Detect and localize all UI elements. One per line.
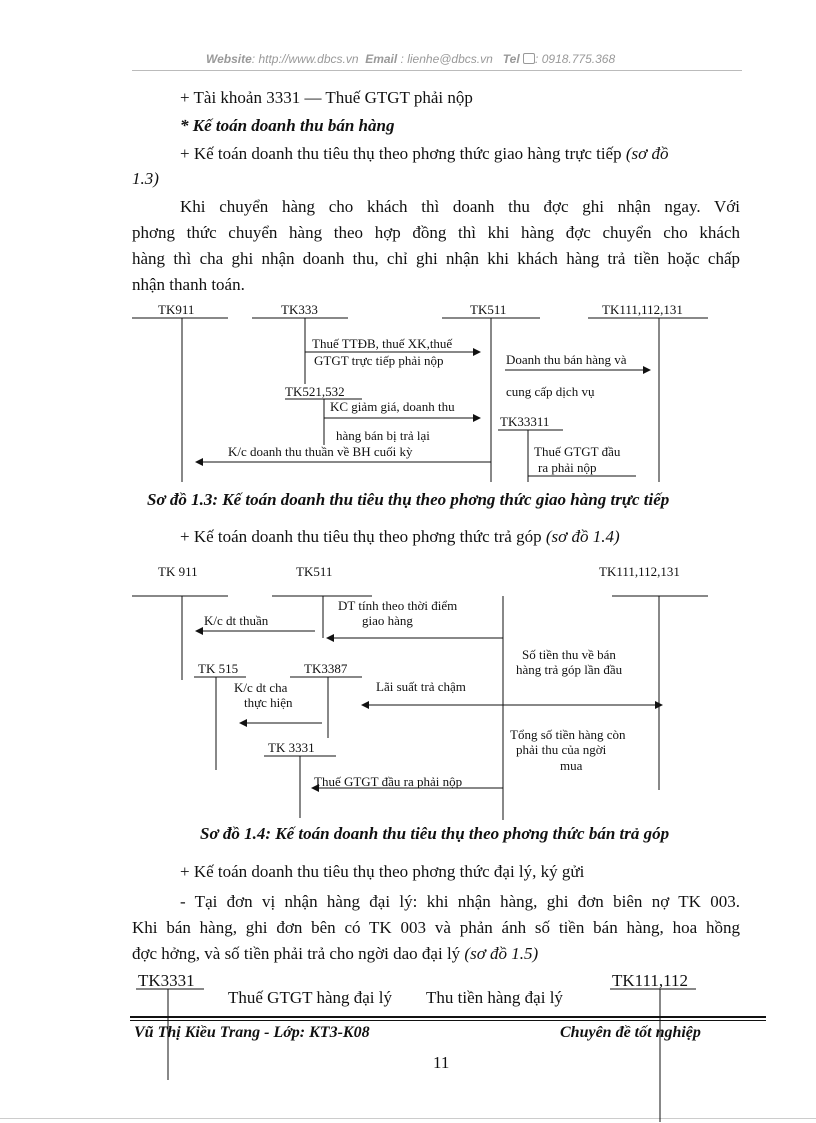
d13-account-tk511: TK511 bbox=[470, 302, 507, 317]
para-direct-sale-text: + Kế toán doanh thu tiêu thụ theo phơng thức giao hàng trực tiếp bbox=[180, 144, 622, 163]
d14-label-interest: Lãi suất trả chậm bbox=[376, 679, 466, 694]
d15-account-tk3331: TK3331 bbox=[138, 971, 195, 990]
d13-account-tk911: TK911 bbox=[158, 302, 195, 317]
d13-account-tk111: TK111,112,131 bbox=[602, 302, 683, 317]
d15-account-tk111: TK111,112 bbox=[612, 971, 689, 990]
para-agency: + Kế toán doanh thu tiêu thụ theo phơng thức đại lý, ký gửi bbox=[180, 862, 585, 881]
d14-label-first-2: hàng trả góp lần đầu bbox=[516, 662, 623, 677]
d14-account-tk111: TK111,112,131 bbox=[599, 564, 680, 579]
footer-title: Chuyên đề tốt nghiệp bbox=[560, 1024, 701, 1041]
para2-line1: Khi chuyển hàng cho khách thì doanh thu đợc ghi nhận ngay. Với bbox=[180, 197, 740, 216]
para-installment-ref: (sơ đồ 1.4) bbox=[545, 527, 620, 546]
website-label: Website bbox=[206, 52, 252, 66]
d14-label-kc-net: K/c dt thuần bbox=[204, 613, 269, 628]
para2-line2: phơng thức chuyển hàng theo hợp đồng thì khi hàng đợc chuyển cho khách bbox=[132, 223, 740, 242]
d13-label-revenue-2: cung cấp dịch vụ bbox=[506, 384, 595, 399]
d14-label-dt-2: giao hàng bbox=[362, 613, 413, 628]
website-value: : http://www.dbcs.vn bbox=[251, 52, 359, 66]
tel-value: : 0918.775.368 bbox=[535, 52, 616, 66]
d15-label-vat: Thuế GTGT hàng đại lý bbox=[228, 988, 392, 1007]
d14-account-tk911: TK 911 bbox=[158, 564, 198, 579]
d13-label-vat-1: Thuế GTGT đầu bbox=[534, 444, 621, 459]
d13-label-vat-2: ra phải nộp bbox=[538, 460, 597, 475]
heading-revenue: * Kế toán doanh thu bán hàng bbox=[180, 116, 395, 135]
caption-1-4: Sơ đồ 1.4: Kế toán doanh thu tiêu thụ theo phơng thức bán trả góp bbox=[200, 824, 670, 843]
email-value: : lienhe@dbcs.vn bbox=[400, 52, 493, 66]
line-tk3331: + Tài khoản 3331 — Thuế GTGT phải nộp bbox=[180, 88, 473, 107]
d14-label-total-2: phải thu của ngời bbox=[516, 742, 607, 757]
para-direct-sale-ref2: 1.3) bbox=[132, 169, 159, 188]
d13-account-tk333: TK333 bbox=[281, 302, 318, 317]
d14-account-tk3331: TK 3331 bbox=[268, 740, 315, 755]
para5-ref: (sơ đồ 1.5) bbox=[464, 944, 539, 963]
para-installment-text: + Kế toán doanh thu tiêu thụ theo phơng thức trả góp bbox=[180, 527, 542, 546]
d13-label-tax-2: GTGT trực tiếp phải nộp bbox=[314, 353, 444, 368]
para5-line1: - Tại đơn vị nhận hàng đại lý: khi nhận hàng, ghi đơn biên nợ TK 003. bbox=[180, 892, 740, 911]
d14-label-vat: Thuế GTGT đầu ra phải nộp bbox=[314, 774, 463, 789]
d14-label-dt-1: DT tính theo thời điểm bbox=[338, 598, 458, 613]
d13-label-kc-1: KC giảm giá, doanh thu bbox=[330, 399, 455, 414]
d13-account-tk33311: TK33311 bbox=[500, 414, 550, 429]
para2-line3: hàng thì cha ghi nhận doanh thu, chỉ ghi nhận khi khách hàng trả tiền hoặc chấp bbox=[132, 249, 740, 268]
d14-label-first-1: Số tiền thu về bán bbox=[522, 647, 616, 662]
page-number: 11 bbox=[433, 1053, 450, 1072]
d14-account-tk515: TK 515 bbox=[198, 661, 239, 676]
d13-label-tax-1: Thuế TTĐB, thuế XK,thuế bbox=[312, 336, 453, 351]
para2-line4: nhận thanh toán. bbox=[132, 275, 245, 294]
d14-account-tk3387: TK3387 bbox=[304, 661, 348, 676]
d14-label-unrealized-2: thực hiện bbox=[244, 695, 293, 710]
d13-label-kc-2: hàng bán bị trả lại bbox=[336, 428, 430, 443]
email-label: Email bbox=[365, 52, 398, 66]
caption-1-3: Sơ đồ 1.3: Kế toán doanh thu tiêu thụ theo phơng thức giao hàng trực tiếp bbox=[147, 490, 670, 509]
d14-account-tk511: TK511 bbox=[296, 564, 333, 579]
para5-line2: Khi bán hàng, ghi đơn bên có TK 003 và phản ánh số tiền bán hàng, hoa hồng bbox=[132, 918, 740, 937]
para5-line3-text: đợc hởng, và số tiền phải trả cho ngời dao đại lý bbox=[132, 944, 461, 963]
d14-label-unrealized-1: K/c dt cha bbox=[234, 680, 288, 695]
d13-account-tk521: TK521,532 bbox=[285, 384, 345, 399]
footer-author: Vũ Thị Kiều Trang - Lớp: KT3-K08 bbox=[134, 1024, 370, 1041]
d15-label-collect: Thu tiền hàng đại lý bbox=[426, 988, 563, 1007]
tel-label: Tel bbox=[502, 52, 520, 66]
d13-label-kc-net: K/c doanh thu thuần về BH cuối kỳ bbox=[228, 444, 413, 459]
d14-label-total-1: Tổng số tiền hàng còn bbox=[510, 727, 626, 742]
d14-label-total-3: mua bbox=[560, 758, 583, 773]
d13-label-revenue-1: Doanh thu bán hàng và bbox=[506, 352, 627, 367]
para-direct-sale-ref: (sơ đồ bbox=[625, 144, 669, 163]
